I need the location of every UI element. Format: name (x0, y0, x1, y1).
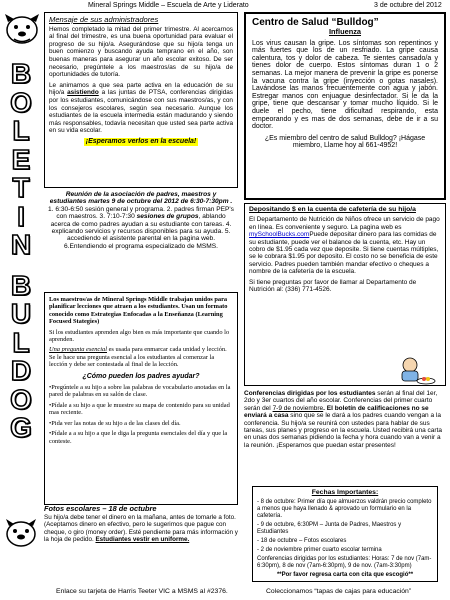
newsletter-title-vertical: B O L E T I N B U L D O G (10, 58, 32, 443)
learning-focused-section (44, 292, 238, 505)
school-photos: Fotos escolares – 18 de octubre Su hijo/a debe tener el dinero en la mañana, antes de tomarle a foto. (Aceptamos dinero en efectivo, pero le sugerimos que pague con cheque, o giro (money order). Esté pendiente para más información y la hoja de pedido. Estudiantes vestir en uniforme. (44, 505, 240, 543)
date-item: - 18 de octubre – Fotos escolares (257, 538, 347, 544)
health-center (244, 12, 446, 200)
cafeteria-deposit-p2: Si tiene preguntas por favor de llamar al Departamento de Nutrición al: (336) 771-4526. (249, 278, 417, 294)
learning-p3: Una pregunta esencial es usada para enmarcar cada unidad y lección. Se le hace una pregunta esencial a los estudiantes al comenzar la lección y debe ser contestada al final de la lección. (49, 346, 227, 369)
important-dates-title: Fechas Importantes: (311, 489, 379, 496)
header-school: Mineral Springs Middle – Escuela de Arte y Liderato (88, 2, 249, 9)
bulldog-mascot-icon (2, 516, 40, 548)
cafeteria-deposit-title: Depositando $ en la cuenta de cafetería de su hijo/a (249, 206, 416, 213)
student-conferences: Conferencias dirigidas por los estudiantes serán al final del 1er, 2do y 3er cuartos del año escolar. Conferencias del primer cuarto serán del 7-9 de noviembre. El boletín de calificaciones no se enviará a casa sino que se le dará a los padres cuando vengan a la conferencia. Su hijo/a se reunirá con ustedes para hablar de sus tareas, sus planes y progreso en la escuela. Usted recibirá una carta en unas dos semanas pidiendo la fecha y hora cuando van a venir a la reunión. ¡Esperamos que puedan estar presentes! (244, 390, 442, 449)
date-item: - 8 de octubre: Primer día que almuerzos valdrán precio completo a menos que haya llenado & aprovado un formulario en la cafetería. (257, 499, 432, 519)
learning-p2: Si los estudiantes aprenden algo bien es más importante que cuando lo aprenden. (49, 328, 230, 344)
tip-item: •Pregúntele a su hijo a sobre las palabras de vocabulario anotadas en la pared de palabras en su salón de clase. (49, 384, 231, 399)
date-item: - 2 de noviembre primer cuarto escolar termina (257, 547, 382, 553)
admin-message-title: Mensaje de sus administradores (49, 15, 159, 24)
footer-box-tops: Coleccionamos “tapas de cajas para educación” (266, 588, 412, 595)
child-eating-icon (388, 355, 438, 387)
cafeteria-deposit-p1: El Departamento de Nutrición de Niños ofrece un servicio de pago en línea. Es conveniente y seguro. La pagina web es mySchoolBucks.comPuede depositar dinero para las comidas de su estudiante, puede ver el balance de la cuenta, etc. Hay un cobro de $1.95 cada vez que deposite. Si tiene cuentas múltiples, se le cobrara $1.95 por deposito. El costo no se beneficia de este servicio. Padres pueden también mandar efectivo o cheques a nombre de la cafetería de la escuela. (249, 216, 440, 276)
footer-harris-teeter: Enlace su tarjeta de Harris Teeter VIC a MSMS al #2376. (56, 588, 228, 595)
school-photos-title: Fotos escolares – 18 de octubre (44, 504, 157, 513)
tip-item: •Pídale a a su hijo a que le diga la pregunta esenciales del día y que la conteste. (49, 430, 228, 445)
bulldog-mascot-icon (2, 8, 42, 48)
ptsa-meeting: Reunión de la asociación de padres, maestros y estudiantes martes 9 de octubre del 2012 de 6:30-7:30pm . 1. 6:30-6:50 sesión general y programa. 2. padres firman PEP's con maestros. 3. 7:10-7:30 sesiones de grupos, ablando acerca de como padres ayudan a su estudiante con tareas. 4. explicando servicios y recursos disponibles para su ayuda. 5. accediendo el asistente parental en la pagina web. 6.Entendiendo el programa especializado de MSMS. (48, 191, 234, 250)
admin-message-p1: Hemos completado la mitad del primer trimestre. Al acercarnos al final del trimestre, es una buena oportunidad para evaluar el progreso de su hijo/a. Asegurándose que su hijo/a tenga un buen comienzo y buscando ayuda temprano en el año, son buenas maneras para asegurar un año escolar exitoso. De ser necesario, pregúntele a los maestros/as de su hijo/a de oportunidades de tutoría. (49, 25, 233, 79)
health-center-closing: ¿Es miembro del centro de salud Bulldog? ¡Hágase miembro, Llame hoy al 661-4952! (264, 134, 426, 150)
parents-help-question: ¿Cómo pueden los padres ayudar? (82, 372, 200, 380)
admin-message-closing: ¡Esperamos verlos en la escuela! (85, 137, 197, 145)
admin-message (44, 12, 238, 188)
health-center-subtitle: Influenza (328, 27, 362, 36)
tip-item: •Pida ver las notas de su hijo a de las clases del día. (49, 419, 181, 427)
date-item: Conferencias dirigidas por los estudiantes: Horas: 7 de nov (7am-6:30pm), 8 de nov (7am-6:30pm), 9 de nov. (7am-3:30pm) (257, 556, 432, 569)
admin-message-p2: Le animamos a que sea parte activa en la educación de su hijo/a asistiendo a las juntas de PTSA, conferencias dirigidas por los estudiantes, comunicándose con sus maestros/as, y con los consejeros escolares, según sea necesario. Aunque los estudiantes de la escuela intermedia están madurando y siendo más responsables, todavía necesitan que usted sea parte activa en su vida escolar. (49, 81, 233, 135)
date-item: - 9 de octubre, 6:30PM – Junta de Padres, Maestros y Estudiantes (257, 522, 402, 535)
myschoolbucks-link[interactable]: mySchoolBucks.com (249, 231, 310, 239)
tip-item: •Pídale a su hijo a que le muestre su mapa de contenido para su unidad mas reciente. (49, 401, 230, 417)
learning-intro: Los maestros/as de Mineral Springs Middle trabajan unidos para planificar lecciones que atraen a los estudiantes. Usan un formato conocido como Estrategias Enfocadas a la Enseñanza (Learning Focused Stategies) (49, 296, 228, 326)
header-date: 3 de octubre del 2012 (374, 2, 442, 9)
important-dates (252, 486, 438, 582)
health-center-title: Centro de Salud “Bulldog” (252, 17, 379, 28)
health-center-body: Los virus causan la gripe. Los síntomas son repentinos y más fuertes que los de un resfriado. La gripe causa calentura, tos y dolor de cabeza. Te sientes cansado/a y tienes dolor de cuerpo. Estos síntomas duran 1 o 2 semanas. La mejor manera de prevenir la gripe es ponerse la vacuna contra la gripe (inyección o gotas nasales). Lavándose las manos frecuentemente con agua y jabón. Estregar manos con enjuague desinfectador. Si le da la gripe, tiene que descansar y tomar mucho líquido. Si le duele el pecho, tiene dificultad respirando, esta empeorando y es mas de dos semanas, debe de ir a su doctor. (252, 39, 438, 131)
date-item: **Por favor regresa carta con cita que escogió** (276, 572, 414, 578)
